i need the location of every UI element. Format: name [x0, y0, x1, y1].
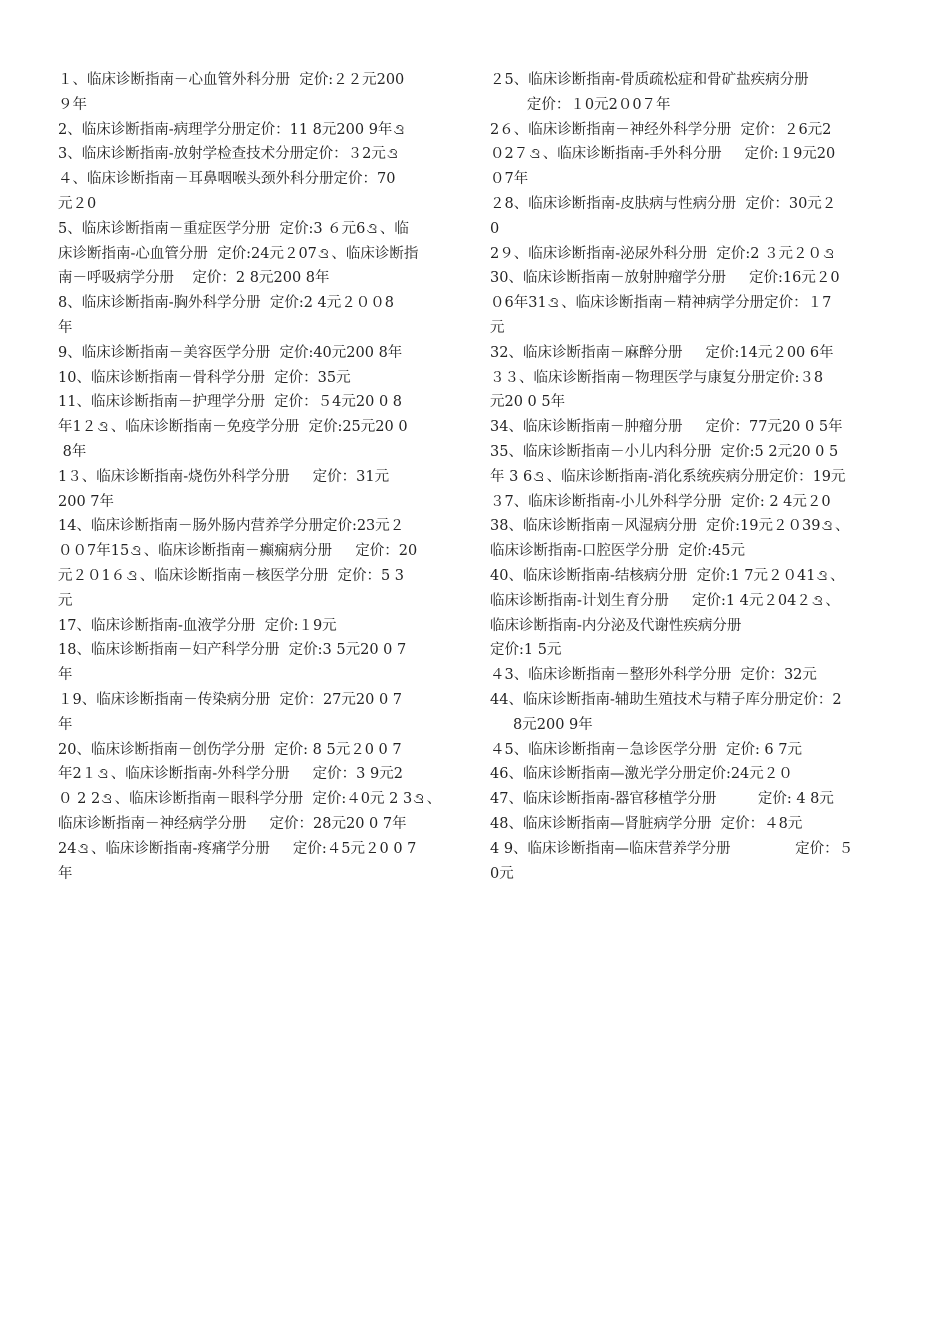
text-line: 8、临床诊断指南-胸外科学分册 定价:2 4元２００8 [58, 295, 395, 312]
text-line: 元 [58, 592, 73, 609]
text-line: 38、临床诊断指南－风湿病分册 定价:19元２０39ࡠ、 [490, 518, 850, 535]
text-line: 年1２ࡠ、临床诊断指南－免疫学分册 定价:25元20 0 [58, 419, 408, 436]
text-line: 元 [490, 319, 505, 336]
text-line: 17、临床诊断指南-血液学分册 定价:１9元 [58, 617, 337, 634]
text-line: 10、临床诊断指南－骨科学分册 定价：35元 [58, 369, 351, 386]
text-line: 35、临床诊断指南－小儿内科分册 定价:5 2元20 0 5 [490, 443, 839, 460]
text-line: 9、临床诊断指南－美容医学分册 定价:40元200 8年 [58, 344, 403, 361]
text-line: ０6年31ࡠ、临床诊断指南－精神病学分册定价：１7 [490, 295, 832, 312]
text-line: 24ࡠ、临床诊断指南-疼痛学分册 定价:４5元２0 0 7 [58, 840, 417, 857]
text-line: 20、临床诊断指南－创伤学分册 定价: 8 5元２0 0 7 [58, 741, 402, 758]
text-line: 年 [58, 319, 73, 336]
text-line: １9、临床诊断指南－传染病分册 定价：27元20 0 7 [58, 691, 403, 708]
text-line: ０2７ࡠ、临床诊断指南-手外科分册 定价:１9元20 [490, 146, 836, 163]
text-line: 14、临床诊断指南－肠外肠内营养学分册定价:23元２ [58, 518, 405, 535]
text-line: 0元 [490, 865, 514, 882]
text-line: 临床诊断指南-口腔医学分册 定价:45元 [490, 543, 745, 560]
text-line: 定价:1 5元 [490, 642, 562, 659]
text-line: 11、临床诊断指南－护理学分册 定价：５4元20 0 8 [58, 394, 403, 411]
text-line: 3、临床诊断指南-放射学检查技术分册定价：３2元ࡠ [58, 146, 401, 163]
text-line: 44、临床诊断指南-辅助生殖技术与精子库分册定价：2 [490, 691, 842, 708]
text-line: 4 9、临床诊断指南—临床营养学分册 定价：５ [490, 840, 854, 857]
text-line: 32、临床诊断指南－麻醉分册 定价:14元２00 6年 [490, 344, 834, 361]
text-line: 年 [58, 865, 73, 882]
text-line: 南－呼吸病学分册 定价：2 8元200 8年 [58, 270, 330, 287]
text-line: 床诊断指南-心血管分册 定价:24元２07ࡠ、临床诊断指 [58, 245, 419, 262]
text-line: 年2１ࡠ、临床诊断指南-外科学分册 定价：3 9元2 [58, 766, 403, 783]
text-line: ２8、临床诊断指南-皮肤病与性病分册 定价：30元２ [490, 195, 837, 212]
text-line: 2、临床诊断指南-病理学分册定价：11 8元200 9年ࡠ [58, 121, 407, 138]
text-line: 临床诊断指南－神经病学分册 定价：28元20 0 7年 [58, 815, 407, 832]
text-line: ０ 2 2ࡠ、临床诊断指南－眼科学分册 定价:４0元 2 3ࡠ、 [58, 791, 442, 808]
left-column [58, 68, 468, 886]
text-line: 34、临床诊断指南－肿瘤分册 定价：77元20 0 5年 [490, 419, 843, 436]
text-line: 18、临床诊断指南－妇产科学分册 定价:3 5元20 0 7 [58, 642, 407, 659]
text-line: 30、临床诊断指南－放射肿瘤学分册 定价:16元２0 [490, 270, 840, 287]
text-line: 年 3 6ࡠ、临床诊断指南-消化系统疾病分册定价：19元 [490, 468, 846, 485]
text-line: ０7年 [490, 171, 529, 188]
text-line: 8元200 9年 [490, 716, 593, 733]
text-line: 46、临床诊断指南—激光学分册定价:24元２０ [490, 766, 793, 783]
text-line: 48、临床诊断指南—肾脏病学分册 定价：４8元 [490, 815, 803, 832]
text-line: 2６、临床诊断指南－神经外科学分册 定价：２6元2 [490, 121, 832, 138]
text-line: 200 7年 [58, 493, 115, 510]
text-line: 元20 0 5年 [490, 394, 566, 411]
text-line: ４5、临床诊断指南－急诊医学分册 定价: 6 7元 [490, 741, 802, 758]
right-column [490, 68, 894, 886]
text-line: ４、临床诊断指南－耳鼻咽喉头颈外科分册定价：70 [58, 171, 396, 188]
text-line: 0 [490, 220, 500, 237]
text-line: 5、临床诊断指南－重症医学分册 定价:3 ６元6ࡠ、临 [58, 220, 409, 237]
text-line: 2９、临床诊断指南-泌尿外科分册 定价:2 ３元２０ࡠ [490, 245, 837, 262]
text-line: ２5、临床诊断指南-骨质疏松症和骨矿盐疾病分册 [490, 72, 809, 88]
text-line: 定价：１0元2０0７年 [490, 96, 671, 113]
text-line: ４3、临床诊断指南－整形外科学分册 定价：32元 [490, 667, 817, 684]
text-line: 8年 [58, 443, 87, 460]
text-line: ３３、临床诊断指南－物理医学与康复分册定价:３8 [490, 369, 824, 386]
text-line: 年 [58, 667, 73, 684]
text-line: 年 [58, 716, 73, 733]
text-line: 元２０1６ࡠ、临床诊断指南－核医学分册 定价：5 3 [58, 567, 405, 584]
text-line: 47、临床诊断指南-器官移植学分册 定价: 4 8元 [490, 791, 834, 808]
text-line: 元２0 [58, 195, 97, 212]
text-line: ００7年15ࡠ、临床诊断指南－癫痫病分册 定价：20 [58, 543, 418, 560]
text-line: 40、临床诊断指南-结核病分册 定价:1 7元２０41ࡠ、 [490, 567, 845, 584]
text-line: １、临床诊断指南－心血管外科分册 定价:２２元200 [58, 72, 405, 88]
text-line: 临床诊断指南-内分泌及代谢性疾病分册 [490, 617, 742, 634]
text-line: 临床诊断指南-计划生育分册 定价:1 4元２04２ࡠ、 [490, 592, 840, 609]
text-line: 1３、临床诊断指南-烧伤外科学分册 定价：31元 [58, 468, 390, 485]
text-line: ３7、临床诊断指南-小儿外科学分册 定价: 2 4元２0 [490, 493, 831, 510]
text-line: ９年 [58, 96, 87, 113]
